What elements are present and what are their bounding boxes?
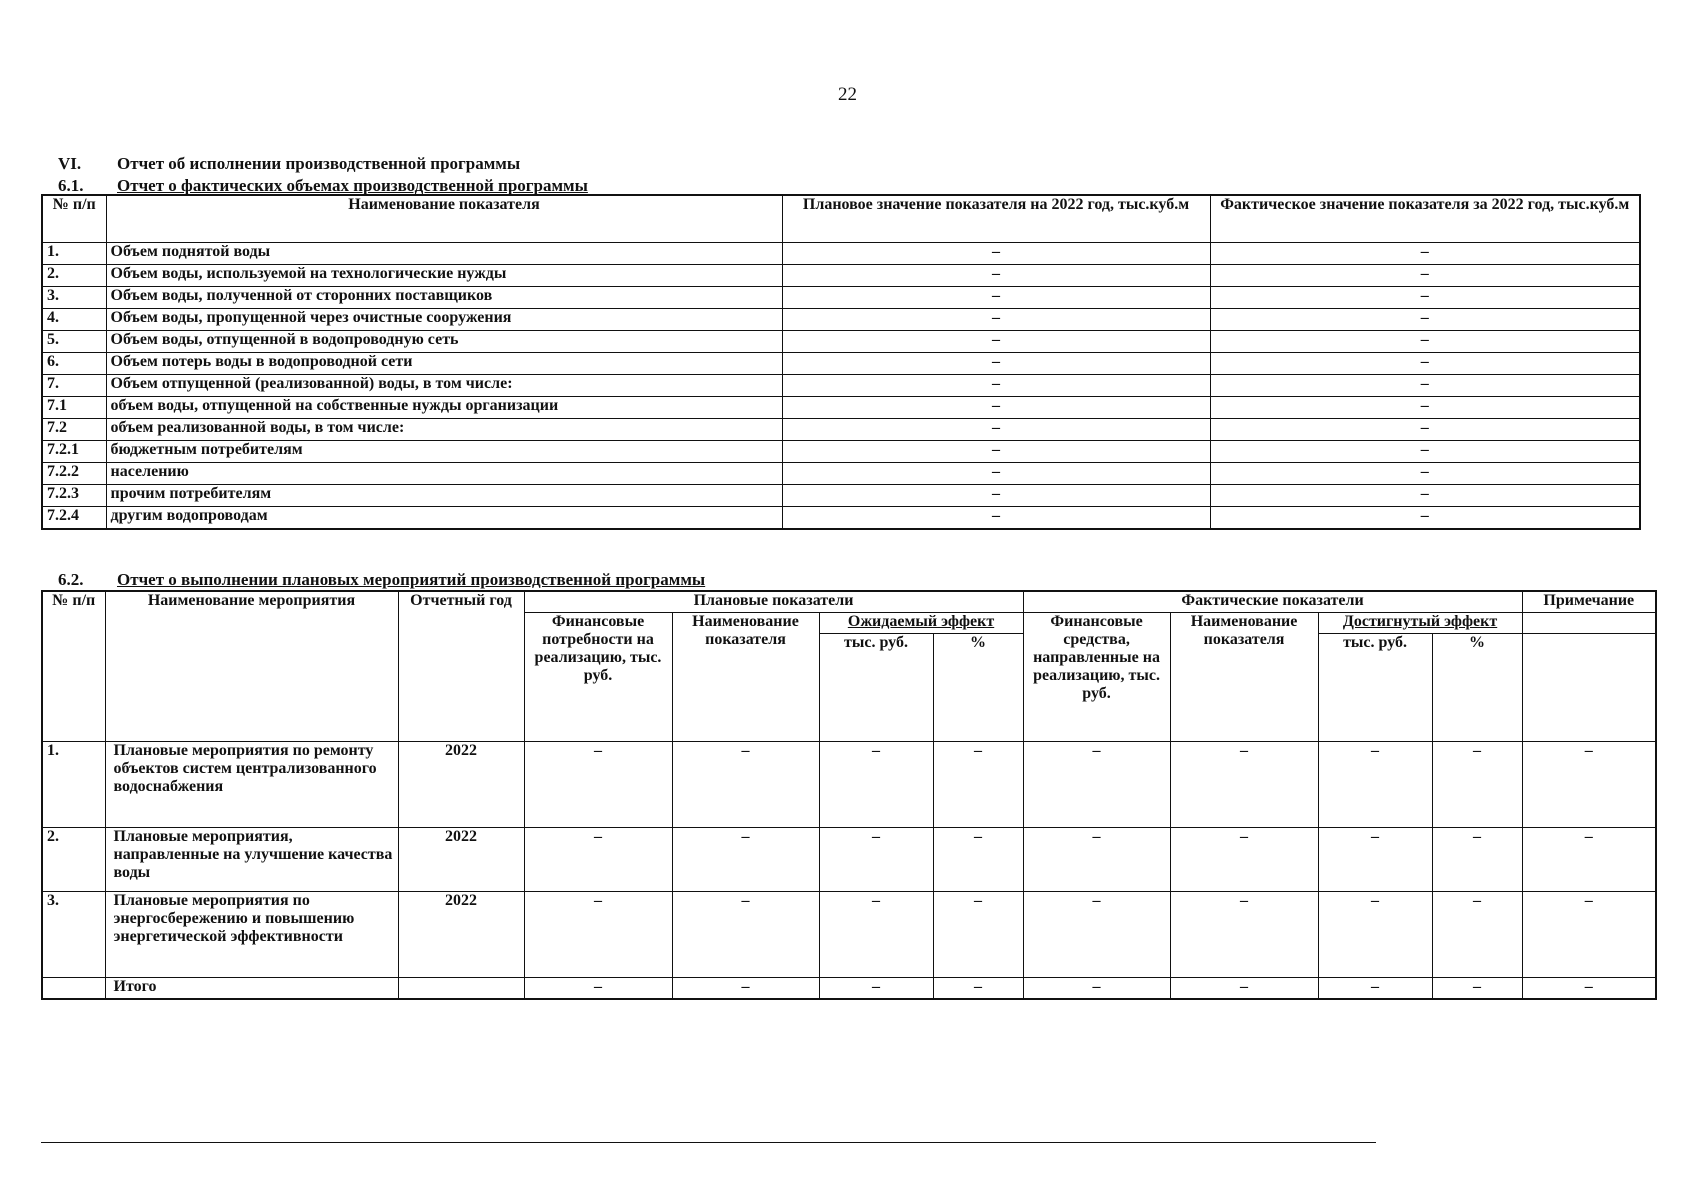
row-value-cell: –: [1023, 742, 1170, 828]
row-number: 7.2.3: [42, 485, 106, 507]
row-indicator-name: Объем воды, пропущенной через очистные сооружения: [106, 309, 782, 331]
section-number: VI.: [58, 154, 82, 173]
row-report-year: 2022: [398, 742, 524, 828]
row-plan-value: –: [782, 309, 1210, 331]
header-plan-indicator: Наименование показателя: [672, 613, 819, 742]
row-fact-value: –: [1210, 265, 1640, 287]
row-value-cell: –: [1522, 892, 1656, 978]
row-fact-value: –: [1210, 485, 1640, 507]
table-row: [42, 353, 1640, 375]
subsection-2-heading: [58, 570, 705, 590]
row-plan-value: –: [782, 331, 1210, 353]
header-achieved-thous-rub: тыс. руб.: [1318, 634, 1432, 742]
subsection-1-title: Отчет о фактических объемах производственной программы: [117, 176, 588, 195]
row-number: 7.2.4: [42, 507, 106, 530]
row-plan-value: –: [782, 375, 1210, 397]
row-number: 3.: [42, 892, 105, 978]
row-plan-value: –: [782, 353, 1210, 375]
row-value-cell: –: [1023, 892, 1170, 978]
table-row: [42, 441, 1640, 463]
header-num: № п/п: [42, 195, 106, 243]
row-value-cell: –: [524, 828, 672, 892]
total-value-cell: –: [1432, 978, 1522, 1000]
row-indicator-name: Объем воды, отпущенной в водопроводную сеть: [106, 331, 782, 353]
header-actual-financial: Финансовые средства, направленные на реализацию, тыс. руб.: [1023, 613, 1170, 742]
row-plan-value: –: [782, 419, 1210, 441]
section-heading: [58, 154, 520, 174]
subsection-2-title: Отчет о выполнении плановых мероприятий производственной программы: [117, 570, 706, 589]
row-value-cell: –: [1318, 742, 1432, 828]
header-achieved-percent: %: [1432, 634, 1522, 742]
row-value-cell: –: [819, 828, 933, 892]
page-number: 22: [838, 84, 857, 105]
header-num: № п/п: [42, 591, 105, 742]
row-indicator-name: объем реализованной воды, в том числе:: [106, 419, 782, 441]
table-row: [42, 828, 1656, 892]
row-value-cell: –: [819, 742, 933, 828]
header-note-blank-2: [1522, 634, 1656, 742]
subsection-1-number: 6.1.: [58, 176, 84, 195]
row-value-cell: –: [1522, 828, 1656, 892]
row-indicator-name: Объем воды, используемой на технологические нужды: [106, 265, 782, 287]
row-number: 7.2.1: [42, 441, 106, 463]
row-number: 5.: [42, 331, 106, 353]
row-number: 7.2.2: [42, 463, 106, 485]
subsection-2-number: 6.2.: [58, 570, 84, 589]
row-number: 2.: [42, 828, 105, 892]
total-value-cell: –: [1318, 978, 1432, 1000]
row-number: 6.: [42, 353, 106, 375]
table-row: [42, 331, 1640, 353]
row-number: 7.2: [42, 419, 106, 441]
row-indicator-name: Объем отпущенной (реализованной) воды, в том числе:: [106, 375, 782, 397]
row-fact-value: –: [1210, 353, 1640, 375]
row-value-cell: –: [672, 742, 819, 828]
header-report-year: Отчетный год: [398, 591, 524, 742]
row-plan-value: –: [782, 243, 1210, 265]
header-actual-indicators: Фактические показатели: [1023, 591, 1522, 613]
row-indicator-name: Объем потерь воды в водопроводной сети: [106, 353, 782, 375]
row-number: 1.: [42, 243, 106, 265]
row-report-year: 2022: [398, 828, 524, 892]
row-number: 3.: [42, 287, 106, 309]
table-row: [42, 265, 1640, 287]
row-fact-value: –: [1210, 243, 1640, 265]
volumes-table-header: [42, 195, 1640, 243]
row-plan-value: –: [782, 463, 1210, 485]
row-indicator-name: Объем воды, полученной от сторонних поставщиков: [106, 287, 782, 309]
row-fact-value: –: [1210, 331, 1640, 353]
total-value-cell: –: [1522, 978, 1656, 1000]
header-expected-thous-rub: тыс. руб.: [819, 634, 933, 742]
row-value-cell: –: [1170, 828, 1318, 892]
header-achieved-effect: Достигнутый эффект: [1318, 613, 1522, 634]
row-value-cell: –: [1170, 892, 1318, 978]
row-report-year: 2022: [398, 892, 524, 978]
volumes-table: [41, 194, 1641, 530]
row-plan-value: –: [782, 485, 1210, 507]
table-row: [42, 742, 1656, 828]
row-value-cell: –: [933, 892, 1023, 978]
row-fact-value: –: [1210, 375, 1640, 397]
header-name: Наименование показателя: [106, 195, 782, 243]
row-value-cell: –: [524, 892, 672, 978]
table-row: [42, 419, 1640, 441]
row-value-cell: –: [1432, 892, 1522, 978]
row-fact-value: –: [1210, 309, 1640, 331]
header-fact: Фактическое значение показателя за 2022 год, тыс.куб.м: [1210, 195, 1640, 243]
row-indicator-name: другим водопроводам: [106, 507, 782, 530]
row-fact-value: –: [1210, 419, 1640, 441]
row-fact-value: –: [1210, 507, 1640, 530]
table-row: [42, 485, 1640, 507]
row-indicator-name: прочим потребителям: [106, 485, 782, 507]
row-number: 4.: [42, 309, 106, 331]
table-row: [42, 309, 1640, 331]
header-plan-financial: Финансовые потребности на реализацию, тыс. руб.: [524, 613, 672, 742]
row-value-cell: –: [524, 742, 672, 828]
row-fact-value: –: [1210, 397, 1640, 419]
row-value-cell: –: [1023, 828, 1170, 892]
row-fact-value: –: [1210, 463, 1640, 485]
row-plan-value: –: [782, 507, 1210, 530]
row-number: 1.: [42, 742, 105, 828]
row-number: 7.: [42, 375, 106, 397]
total-row: [42, 978, 1656, 1000]
table-row: [42, 243, 1640, 265]
header-activity-name: Наименование мероприятия: [105, 591, 398, 742]
row-number: 2.: [42, 265, 106, 287]
row-value-cell: –: [933, 742, 1023, 828]
header-actual-indicator: Наименование показателя: [1170, 613, 1318, 742]
row-value-cell: –: [933, 828, 1023, 892]
row-value-cell: –: [1432, 828, 1522, 892]
row-activity-name: Плановые мероприятия по энергосбережению и повышению энергетической эффективности: [105, 892, 398, 978]
row-value-cell: –: [1318, 892, 1432, 978]
row-plan-value: –: [782, 287, 1210, 309]
table-row: [42, 507, 1640, 530]
total-num-blank: [42, 978, 105, 1000]
row-fact-value: –: [1210, 287, 1640, 309]
row-plan-value: –: [782, 397, 1210, 419]
subsection-1-heading: [58, 176, 588, 196]
total-value-cell: –: [1170, 978, 1318, 1000]
row-indicator-name: бюджетным потребителям: [106, 441, 782, 463]
header-planned-indicators: Плановые показатели: [524, 591, 1023, 613]
section-title: Отчет об исполнении производственной программы: [117, 154, 521, 173]
row-plan-value: –: [782, 265, 1210, 287]
table-row: [42, 892, 1656, 978]
table-row: [42, 375, 1640, 397]
row-activity-name: Плановые мероприятия по ремонту объектов систем централизованного водоснабжения: [105, 742, 398, 828]
total-value-cell: –: [933, 978, 1023, 1000]
header-expected-effect: Ожидаемый эффект: [819, 613, 1023, 634]
row-fact-value: –: [1210, 441, 1640, 463]
table-row: [42, 463, 1640, 485]
row-value-cell: –: [1318, 828, 1432, 892]
row-indicator-name: объем воды, отпущенной на собственные нужды организации: [106, 397, 782, 419]
header-note-blank: [1522, 613, 1656, 634]
row-value-cell: –: [672, 828, 819, 892]
row-value-cell: –: [1432, 742, 1522, 828]
row-value-cell: –: [819, 892, 933, 978]
row-number: 7.1: [42, 397, 106, 419]
activities-table: [41, 590, 1657, 1000]
total-value-cell: –: [1023, 978, 1170, 1000]
row-value-cell: –: [1522, 742, 1656, 828]
row-plan-value: –: [782, 441, 1210, 463]
table-row: [42, 287, 1640, 309]
row-indicator-name: Объем поднятой воды: [106, 243, 782, 265]
header-plan: Плановое значение показателя на 2022 год, тыс.куб.м: [782, 195, 1210, 243]
total-value-cell: –: [819, 978, 933, 1000]
total-label: Итого: [105, 978, 398, 1000]
row-value-cell: –: [1170, 742, 1318, 828]
total-value-cell: –: [672, 978, 819, 1000]
table-row: [42, 397, 1640, 419]
total-year-blank: [398, 978, 524, 1000]
total-value-cell: –: [524, 978, 672, 1000]
activities-header-row-1: [42, 591, 1656, 613]
row-value-cell: –: [672, 892, 819, 978]
row-activity-name: Плановые мероприятия, направленные на улучшение качества воды: [105, 828, 398, 892]
row-indicator-name: населению: [106, 463, 782, 485]
header-expected-percent: %: [933, 634, 1023, 742]
footer-rule: [41, 1142, 1376, 1143]
header-note: Примечание: [1522, 591, 1656, 613]
